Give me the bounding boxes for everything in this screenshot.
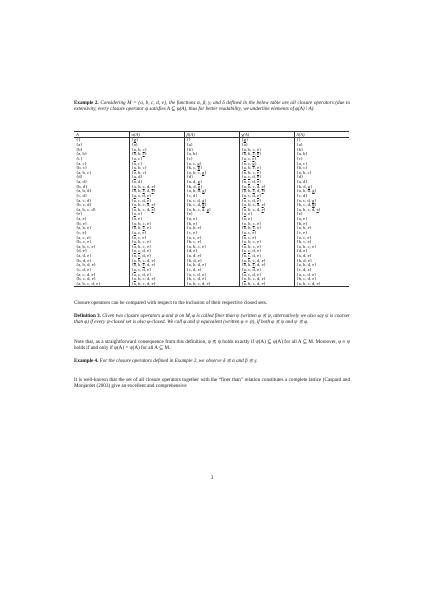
table-cell: {a, c, e} <box>239 231 294 236</box>
table-cell: {a, d} <box>129 180 184 185</box>
table-cell: {a, b, c, d, e} <box>239 189 294 194</box>
table-cell: {a, b, c, d} <box>76 206 96 212</box>
table-cell: {a, c, d, g} <box>294 199 349 204</box>
table-cell: {b, e} <box>76 220 88 226</box>
example-2-text: Considering M = {a, b, c, d, e}, the functions α, β, γ, and δ defined in the below table are all closure operators (due to extensivity, every closure operator φ satisfies A ⊆ φ(A), thus for better readability, we underline elements of φ(A) \ A). <box>74 100 350 113</box>
table-cell: {a, c, d, e} <box>239 180 294 185</box>
table-cell: {b, c, d, g} <box>294 203 349 208</box>
table-cell: {a, b, c} <box>294 171 349 176</box>
table-cell: {b, d, e} <box>76 257 92 263</box>
table-cell: {d} <box>76 174 83 180</box>
table-cell: {a, b, c, d, e} <box>129 185 184 190</box>
column-header-4: δ(A) <box>294 132 349 138</box>
table-cell: {a, b, e} <box>294 226 349 231</box>
table-cell: {b, d, e} <box>184 259 239 264</box>
table-cell: {b, e} <box>294 222 349 227</box>
table-cell: {a, b, c, d, e} <box>239 282 294 287</box>
table-cell: {a, b} <box>76 151 88 157</box>
table-cell: {a, c} <box>129 162 184 167</box>
table-cell: {a, c} <box>129 157 184 162</box>
table-cell: {a, b, d, e} <box>294 263 349 268</box>
table-cell: {a, c, d, e} <box>184 273 239 278</box>
table-cell: {a, d} <box>129 175 184 180</box>
table-cell: {a, c, e} <box>129 236 184 241</box>
table-cell: {b, d, e} <box>294 259 349 264</box>
lattice-paragraph: It is well-known that the set of all closure operators together with the “finer than” relation constitutes a complete lattice (Caspard and Monjardet (2003) give an excellent and comprehensive <box>74 377 350 390</box>
table-cell: {a, e} <box>129 212 184 217</box>
table-cell: {a} <box>129 143 184 148</box>
table-cell: {a, d, g} <box>184 180 239 185</box>
table-cell: {a, c, e} <box>129 231 184 236</box>
table-cell: {a, b, c, d, e} <box>129 208 184 213</box>
table-cell: {a, d, e} <box>294 254 349 259</box>
column-header-3: γ(A) <box>239 132 294 138</box>
table-cell: {a, b, c, e} <box>239 148 294 153</box>
table-cell: {b, e} <box>184 222 239 227</box>
table-cell: {d, e} <box>76 248 88 254</box>
table-cell: {a, c, e} <box>76 234 92 240</box>
table-cell: {a, b, c, d, e} <box>129 189 184 194</box>
table-cell: {} <box>76 137 81 143</box>
table-cell: {b, c, d, e} <box>294 277 349 282</box>
table-cell: {a, c, g} <box>239 162 294 167</box>
table-cell: {a, c} <box>294 162 349 167</box>
table-cell: {a, c, d, e} <box>239 194 294 199</box>
table-cell: {a, c, d, e} <box>294 273 349 278</box>
table-cell: {a, b, c} <box>129 148 184 153</box>
table-cell: {a, c, d, e} <box>239 268 294 273</box>
table-cell: {a, b, c} <box>129 152 184 157</box>
table-cell: {c, d, e} <box>294 268 349 273</box>
table-cell: {b, c, d, e} <box>184 277 239 282</box>
table-cell: {a, c, d, e} <box>129 254 184 259</box>
example-4-label: Example 4. <box>74 358 99 364</box>
table-cell: {c, e} <box>294 231 349 236</box>
table-cell: {e} <box>76 211 83 217</box>
table-cell: {a, e} <box>76 216 87 222</box>
table-cell: {a, b, c, e} <box>129 222 184 227</box>
table-cell: {d, e} <box>184 249 239 254</box>
table-cell: {a, c, d, e} <box>239 254 294 259</box>
example-2-label: Example 2. <box>74 100 99 106</box>
table-cell: {a, c, d} <box>76 197 92 203</box>
table-cell: {b, c} <box>294 166 349 171</box>
table-cell: {a, b, c, d, e} <box>239 263 294 268</box>
table-cell: {a, b, c, e} <box>239 171 294 176</box>
table-cell: {a, b, c, e} <box>76 243 96 249</box>
definition-3-paragraph <box>74 313 350 326</box>
table-cell: {a, b, d} <box>76 188 92 194</box>
table-cell: {b, c, e} <box>184 240 239 245</box>
table-cell: {b} <box>76 146 83 152</box>
table-cell: {a, b, c, e} <box>239 245 294 250</box>
table-cell: {a, c, g} <box>184 162 239 167</box>
table-cell: {a, b, c, d, e} <box>129 259 184 264</box>
column-header-1: α(A) <box>129 132 184 138</box>
table-cell: {a, e} <box>129 217 184 222</box>
table-cell: {a, c, d, e} <box>129 249 184 254</box>
table-cell: {a, b, e} <box>184 226 239 231</box>
table-cell: {b, c, e} <box>294 240 349 245</box>
example-4-text: For the closure operators defined in Example 2, we observe δ ⪯ α and β ⪯ γ. <box>99 358 258 364</box>
table-cell: {a, b, c, e} <box>184 245 239 250</box>
table-cell: {a, b, c, d, e} <box>239 203 294 208</box>
table-cell: {a, d} <box>294 180 349 185</box>
table-cell: {a, b, c, d, e} <box>239 185 294 190</box>
definition-3-text: Given two closure operators φ and ψ on M, φ is called finer than ψ (written φ ⪯ ψ, alternatively we also say ψ is coarser than φ) if every ψ-closed set is also φ-closed. We call φ and ψ equivalent (written φ ≡ ψ), if both φ ⪯ ψ and ψ ⪯ φ. <box>74 313 351 326</box>
table-cell: {a} <box>76 142 83 148</box>
example-2-paragraph <box>74 100 350 113</box>
table-cell: {d} <box>184 175 239 180</box>
example-4-paragraph <box>74 358 350 364</box>
table-cell: {a, b, c, e} <box>239 222 294 227</box>
table-cell: {d, e} <box>294 249 349 254</box>
table-cell: {a, b, c, d, e} <box>184 282 239 287</box>
table-cell: {a, b, c, d, g} <box>184 208 239 213</box>
table-cell: {a, b, d, g} <box>294 189 349 194</box>
table-cell: {a, c, e} <box>239 236 294 241</box>
table-cell: {c} <box>294 157 349 162</box>
table-cell: {a, e} <box>184 217 239 222</box>
table-cell: {g} <box>129 138 184 143</box>
table-cell: {a, b, c, d, e} <box>129 282 184 287</box>
table-cell: {a, b, c, e} <box>129 240 184 245</box>
closure-comparison-paragraph: Closure operators can be compared with respect to the inclusion of their respective closed sets. <box>74 300 268 306</box>
table-cell: {a, b, c, g} <box>184 171 239 176</box>
table-cell: {} <box>184 138 239 143</box>
table-cell: {a, e} <box>239 212 294 217</box>
table-cell: {a, b, c, e} <box>239 226 294 231</box>
table-cell: {c, d, e} <box>76 266 92 272</box>
table-cell: {c, e} <box>184 231 239 236</box>
table-cell: {a, d, e} <box>184 254 239 259</box>
table-cell: {a} <box>294 143 349 148</box>
table-cell: {a, c, d, e} <box>239 273 294 278</box>
table-cell: {b, c, e} <box>76 239 92 245</box>
table-cell: {a, b, e} <box>76 225 92 231</box>
table-cell: {a, c, d, e} <box>129 199 184 204</box>
table-cell: {a, c, d, e} <box>239 175 294 180</box>
table-cell: {c, d} <box>184 194 239 199</box>
page-number: 3 <box>210 475 214 481</box>
table-cell: {a, b, c, d, e} <box>129 277 184 282</box>
table-cell: {a, b, d, e} <box>76 262 96 268</box>
table-cell: {a, b, c, d, e} <box>294 208 349 213</box>
table-cell: {b, c} <box>76 165 88 171</box>
table-cell: {a, b, c, e} <box>129 226 184 231</box>
table-cell: {a, d} <box>76 179 88 185</box>
table-cell: {a, b, c} <box>129 171 184 176</box>
table-cell: {a, d, e} <box>76 253 92 259</box>
table-cell: {a, b} <box>294 152 349 157</box>
table-cell: {a, e} <box>239 217 294 222</box>
table-cell: {b, c, d, g} <box>184 203 239 208</box>
note-paragraph: Note that, as a straightforward consequence from this definition, φ ⪯ ψ holds exactly if ψ(A) ⊆ φ(A) for all A ⊆ M. Moreover, φ ≡ ψ holds if and only if φ(A) = ψ(A) for all A ⊆ M. <box>74 339 350 352</box>
table-cell: {e} <box>184 212 239 217</box>
table-cell: {b} <box>184 148 239 153</box>
table-cell: {} <box>294 138 349 143</box>
table-cell: {a, b, d, g} <box>184 189 239 194</box>
table-cell: {a, c, d, e} <box>76 271 96 277</box>
table-cell: {a, c, d, e} <box>129 268 184 273</box>
table-cell: {a, b, c, d, e} <box>239 259 294 264</box>
table-cell: {e} <box>294 212 349 217</box>
table-cell: {b, d} <box>76 183 88 189</box>
definition-3-label: Definition 3. <box>74 313 101 319</box>
table-cell: {c} <box>184 157 239 162</box>
table-cell: {a, b, d, e} <box>184 263 239 268</box>
table-cell: {a, b, c} <box>129 166 184 171</box>
table-cell: {a, c, d, e} <box>239 249 294 254</box>
table-cell: {c, d} <box>76 192 88 198</box>
table-cell: {a, c, e} <box>184 236 239 241</box>
table-cell: {a, b, c, e} <box>239 240 294 245</box>
table-cell: {b, d, g} <box>184 185 239 190</box>
table-cell: {b} <box>294 148 349 153</box>
table-cell: {a, b, c, d, e} <box>294 282 349 287</box>
table-cell: {a, c, d, e} <box>239 199 294 204</box>
table-cell: {a, c, d, e} <box>129 194 184 199</box>
table-cell: {a, c} <box>76 160 87 166</box>
table-cell: {b, d, g} <box>294 185 349 190</box>
table-cell: {b, c, d} <box>76 202 92 208</box>
table-cell: {a, b, c, d, e} <box>239 277 294 282</box>
table-cell: {a, b, c, d, e} <box>239 208 294 213</box>
table-cell: {a, c, e} <box>239 157 294 162</box>
table-cell: {a, c, e} <box>294 236 349 241</box>
table-cell: {a, b, c, d, e} <box>74 282 129 287</box>
table-cell: {a, b, c, e} <box>294 245 349 250</box>
table-cell: {c, e} <box>76 229 87 235</box>
table-cell: {b, c, g} <box>184 166 239 171</box>
table-cell: {a, b} <box>184 152 239 157</box>
table-cell: {c, d, e} <box>184 268 239 273</box>
closure-operator-table <box>74 131 349 287</box>
table-cell: {a, b, c, e} <box>239 152 294 157</box>
table-cell: {a, b, c, d, e} <box>129 203 184 208</box>
table-cell: {c} <box>76 155 83 161</box>
table-cell: {a, b, c, e} <box>239 166 294 171</box>
table-cell: {a} <box>239 143 294 148</box>
table-cell: {a, c, d, e} <box>129 273 184 278</box>
table-row <box>74 282 349 287</box>
table-cell: {a, c, d, g} <box>184 199 239 204</box>
table-cell: {b, c, d, e} <box>76 276 96 282</box>
table-cell: {a} <box>184 143 239 148</box>
table-cell: {a, b, c} <box>76 169 92 175</box>
table-cell: {c, d} <box>294 194 349 199</box>
table-cell: {g} <box>239 138 294 143</box>
column-header-2: β(A) <box>184 132 239 138</box>
column-header-0: A <box>74 132 129 138</box>
table-cell: {a, b, c, d, e} <box>129 263 184 268</box>
table-cell: {a, e} <box>294 217 349 222</box>
table-cell: {a, b, c, e} <box>129 245 184 250</box>
table-cell: {d} <box>294 175 349 180</box>
